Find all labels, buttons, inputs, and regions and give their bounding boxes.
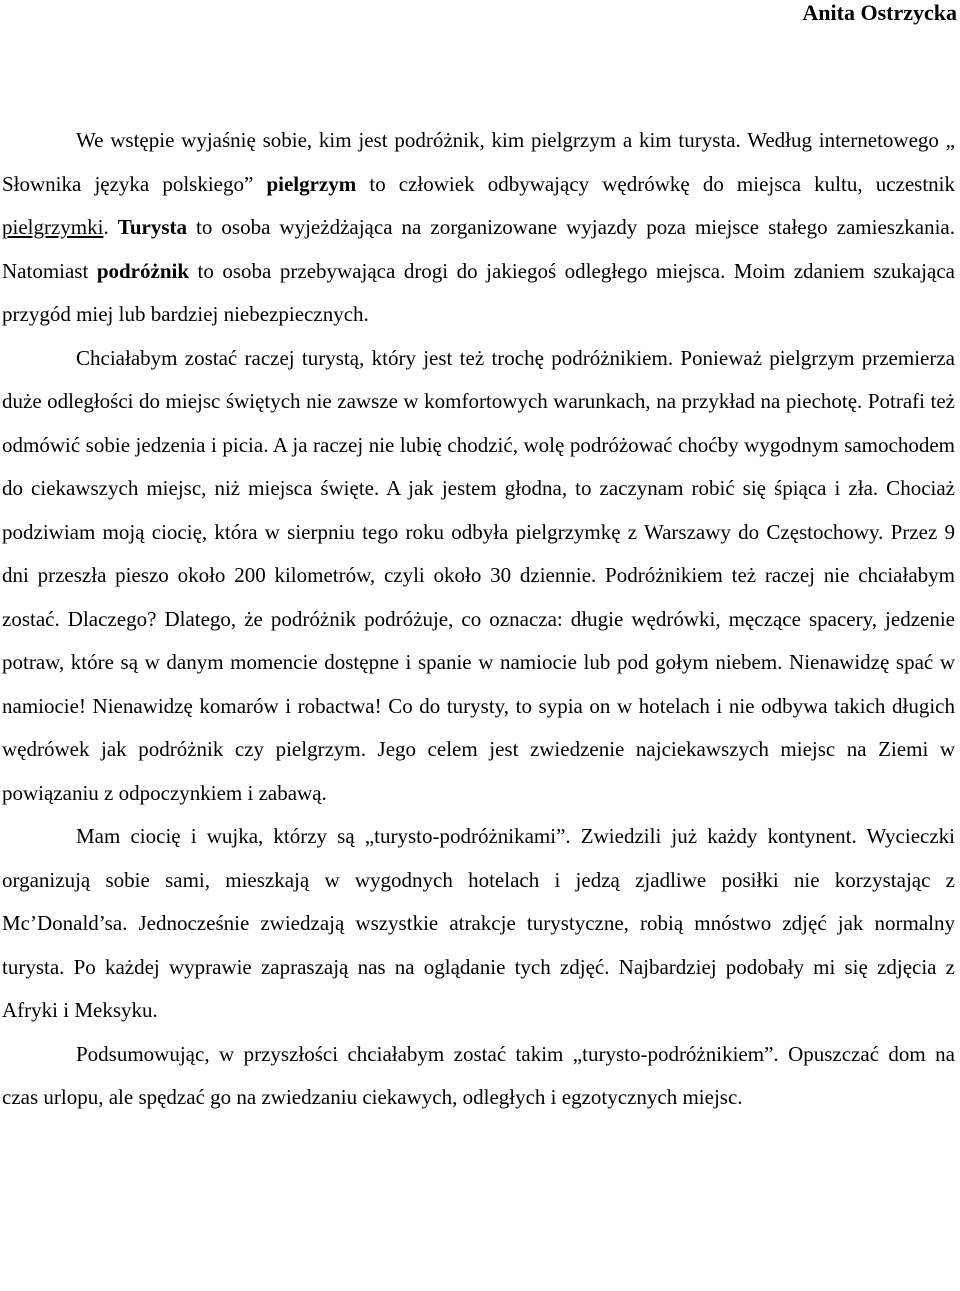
paragraph-text: to człowiek odbywający wędrówkę do miejsca kultu, uczestnik: [356, 171, 955, 196]
paragraph-text: We wstępie wyjaśnię sobie, kim jest podróżnik, kim pielgrzym a kim turysta. Według internetowego „ Słownika języka polskiego”: [2, 128, 955, 196]
essay-body: [2, 119, 955, 1120]
paragraph-text: to osoba wyjeżdżająca na zorganizowane wyjazdy poza miejsce stałego zamieszkania. Natomiast: [2, 215, 956, 283]
author-name: Anita Ostrzycka: [802, 0, 957, 25]
paragraph-preferences: Chciałabym zostać raczej turystą, który jest też trochę podróżnikiem. Ponieważ pielgrzym przemierza duże odległości do miejsc świętych nie zawsze w komfortowych warunkach, na przykład na piechotę. Potrafi też odmówić sobie jedzenia i picia. A ja raczej nie lubię chodzić, wolę podróżować choćby wygodnym samochodem do ciekawszych miejsc, niż miejsca święte. A jak jestem głodna, to zaczynam robić się śpiąca i zła. Chociaż podziwiam moją ciocię, która w sierpniu tego roku odbyła pielgrzymkę z Warszawy do Częstochowy. Przez 9 dni przeszła pieszo około 200 kilometrów, czyli około 30 dziennie. Podróżnikiem też raczej nie chciałabym zostać. Dlaczego? Dlatego, że podróżnik podróżuje, co oznacza: długie wędrówki, męczące spacery, jedzenie potraw, które są w danym momencie dostępne i spanie w namiocie lub pod gołym niebem. Nienawidzę spać w namiocie! Nienawidzę komarów i robactwa! Co do turysty, to sypia on w hotelach i nie odbywa takich długich wędrówek jak podróżnik czy pielgrzym. Jego celem jest zwiedzenie najciekawszych miejsc na Ziemi w powiązaniu z odpoczynkiem i zabawą.: [2, 345, 955, 805]
term-podroznik: podróżnik: [96, 258, 190, 283]
term-pielgrzym: pielgrzym: [266, 171, 357, 196]
paragraph-summary: Podsumowując, w przyszłości chciałabym zostać takim „turysto-podróżnikiem”. Opuszczać dom na czas urlopu, ale spędzać go na zwiedzaniu ciekawych, odległych i egzotycznych miejsc.: [2, 1041, 955, 1109]
paragraph-family: Mam ciocię i wujka, którzy są „turysto-podróżnikami”. Zwiedzili już każdy kontynent. Wycieczki organizują sobie sami, mieszkają w wygodnych hotelach i jedzą zjadliwe posiłki nie korzystając z Mc’Donald’sa. Jednocześnie zwiedzają wszystkie atrakcje turystyczne, robią mnóstwo zdjęć jak normalny turysta. Po każdej wyprawie zapraszają nas na oglądanie tych zdjęć. Najbardziej podobały mi się zdjęcia z Afryki i Meksyku.: [2, 824, 955, 1022]
paragraph-text: .: [103, 215, 118, 239]
term-turysta: Turysta: [117, 215, 188, 239]
paragraph-text: to osoba przebywająca drogi do jakiegoś odległego miejsca. Moim zdaniem szukająca przygód miej lub bardziej niebezpiecznych.: [2, 258, 955, 326]
link-pielgrzymki[interactable]: pielgrzymki: [2, 215, 104, 239]
paragraph-definitions: [2, 119, 955, 337]
